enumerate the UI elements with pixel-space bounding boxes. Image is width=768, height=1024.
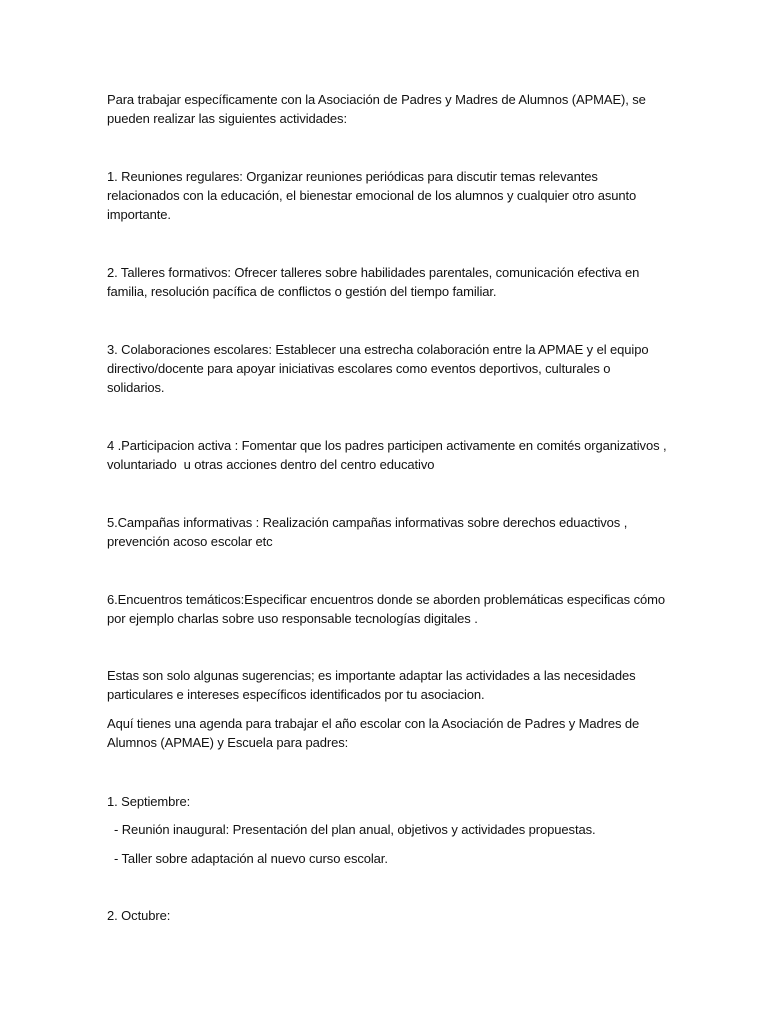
closing-paragraph: Estas son solo algunas sugerencias; es importante adaptar las actividades a las necesidades particulares e intereses específicos identificados por tu asociacion.	[107, 668, 640, 702]
intro-paragraph: Para trabajar específicamente con la Asociación de Padres y Madres de Alumnos (APMAE), se pueden realizar las siguientes actividades:	[107, 92, 650, 126]
activity-1: 1. Reuniones regulares: Organizar reuniones periódicas para discutir temas relevantes relacionados con la educación, el bienestar emocional de los alumnos y cualquier otro asunto importante.	[107, 169, 640, 222]
activity-6: 6.Encuentros temáticos:Especificar encuentros donde se aborden problemáticas especificas cómo por ejemplo charlas sobre uso responsable tecnologías digitales .	[107, 592, 669, 626]
agenda-intro: Aquí tienes una agenda para trabajar el año escolar con la Asociación de Padres y Madres de Alumnos (APMAE) y Escuela para padres:	[107, 716, 642, 750]
activity-2: 2. Talleres formativos: Ofrecer talleres sobre habilidades parentales, comunicación efectiva en familia, resolución pacífica de conflictos o gestión del tiempo familiar.	[107, 265, 643, 299]
agenda-item: - Reunión inaugural: Presentación del plan anual, objetivos y actividades propuestas.	[107, 822, 596, 837]
agenda-month-september: 1. Septiembre:	[107, 794, 191, 809]
activity-5: 5.Campañas informativas : Realización campañas informativas sobre derechos eduactivos , prevención acoso escolar etc	[107, 515, 631, 549]
agenda-month-october: 2. Octubre:	[107, 908, 171, 923]
activity-3: 3. Colaboraciones escolares: Establecer una estrecha colaboración entre la APMAE y el equipo directivo/docente para apoyar iniciativas escolares como eventos deportivos, culturales o solidarios.	[107, 342, 652, 395]
agenda-item: - Taller sobre adaptación al nuevo curso escolar.	[107, 851, 388, 866]
activity-4: 4 .Participacion activa : Fomentar que los padres participen activamente en comités organizativos , voluntariado u otras acciones dentro del centro educativo	[107, 438, 671, 472]
